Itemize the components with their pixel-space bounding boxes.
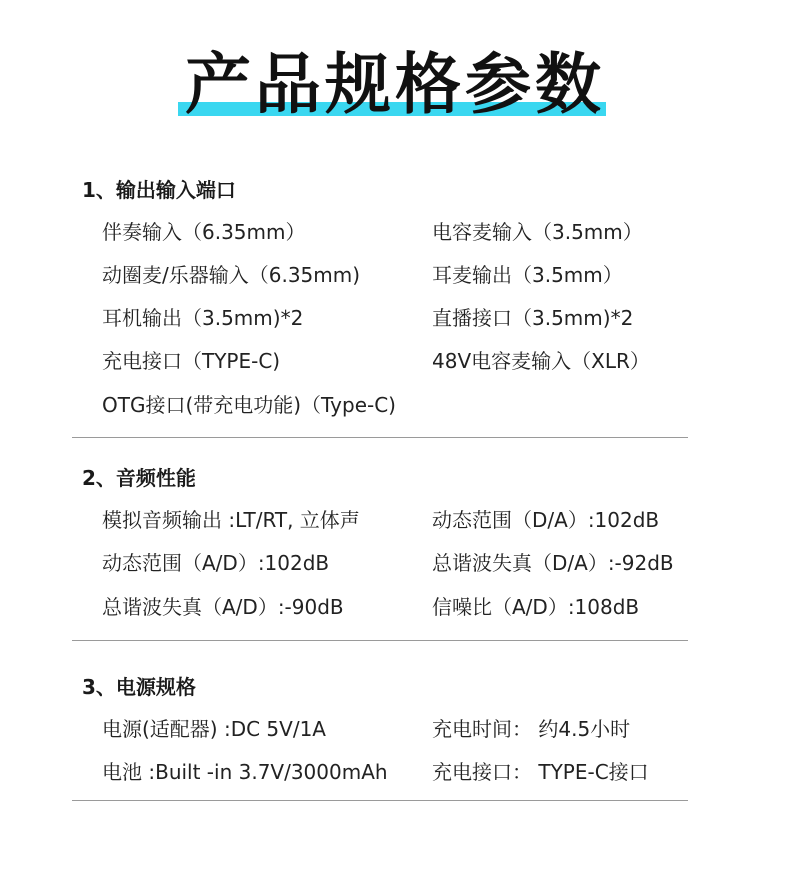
page-header	[0, 40, 790, 130]
spec-item: 48V电容麦输入（XLR）	[432, 349, 650, 373]
spec-item: 模拟音频输出 :LT/RT, 立体声	[102, 508, 360, 532]
spec-item: 充电接口： TYPE-C接口	[432, 760, 649, 784]
section-heading: 3、电源规格	[82, 675, 196, 699]
spec-item: 总谐波失真（A/D）:-90dB	[102, 595, 344, 619]
page-title: 产品规格参数	[185, 46, 605, 123]
spec-item: 电池 :Built -in 3.7V/3000mAh	[102, 760, 388, 784]
section-divider	[72, 800, 688, 801]
spec-item: 充电时间： 约4.5小时	[432, 717, 631, 741]
spec-item: OTG接口(带充电功能)（Type-C)	[102, 393, 396, 417]
section-divider	[72, 437, 688, 438]
spec-item: 电容麦输入（3.5mm）	[432, 220, 643, 244]
spec-item: 动态范围（D/A）:102dB	[432, 508, 660, 532]
section-heading: 2、音频性能	[82, 466, 196, 490]
spec-item: 动态范围（A/D）:102dB	[102, 551, 330, 575]
spec-item: 耳麦输出（3.5mm）	[432, 263, 623, 287]
spec-item: 充电接口（TYPE-C)	[102, 349, 281, 373]
spec-item: 耳机输出（3.5mm)*2	[102, 306, 304, 330]
spec-item: 总谐波失真（D/A）:-92dB	[432, 551, 674, 575]
section-divider	[72, 640, 688, 641]
spec-item: 信噪比（A/D）:108dB	[432, 595, 640, 619]
section-heading: 1、输出输入端口	[82, 178, 236, 202]
spec-item: 电源(适配器) :DC 5V/1A	[102, 717, 326, 741]
spec-item: 动圈麦/乐器输入（6.35mm)	[102, 263, 361, 287]
spec-item: 直播接口（3.5mm)*2	[432, 306, 634, 330]
spec-item: 伴奏输入（6.35mm）	[102, 220, 306, 244]
